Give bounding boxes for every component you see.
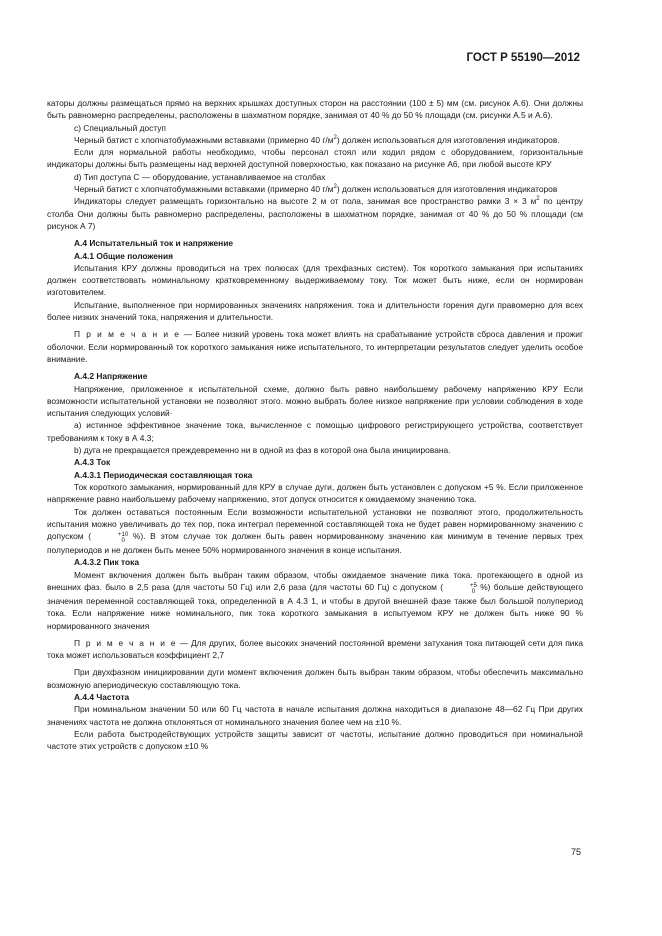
- paragraph: Испытание, выполненное при нормированных значениях напряжения. тока и длительности горения дуги правомерно для всех более низких значений тока, напряжения и длительности.: [47, 299, 583, 323]
- paragraph: Ток короткого замыкания, нормированный для КРУ в случае дуги, должен быть установлен с допуском +5 %. Если приложенное напряжение равно наибольшему рабочему напряжению, этот допуск относится к ожидаемому значению тока.: [47, 481, 583, 505]
- list-item-a: а) истинное эффективное значение тока, вычисленное с помощью цифрового регистрирующего устройства, соответствует требованиям к току в А 4.3;: [47, 420, 583, 443]
- note: П р и м е ч а н и е — Более низкий уровень тока может влиять на срабатывание устройств сброса давления и прожиг оболочки. Если нормированный ток короткого замыкания ниже испытательного, то интерпретации результатов следует уделить особое внимание.: [47, 329, 583, 364]
- note: П р и м е ч а н и е — Для других, более высоких значений постоянной времени затухания тока питающей сети для пика тока может использоваться коэффициент 2,7: [47, 637, 583, 661]
- paragraph: Испытания КРУ должны проводиться на трех полюсах (для трехфазных систем). Ток короткого замыкания при испытаниях должен соответствовать номинальному кратковременному выдерживаемому току. Ток может быть ниже, если он нормирован изготовителем.: [47, 262, 583, 298]
- list-item-b: b) дуга не прекращается преждевременно ни в одной из фаз в которой она была инициирована.: [74, 445, 451, 456]
- document-header: ГОСТ Р 55190—2012: [466, 52, 580, 64]
- paragraph: Момент включения должен быть выбран таким образом, чтобы ожидаемое значение пика тока. протекающего в одной из внешних фаз. было в 2,5 раза (для частоты 50 Гц) или 2,6 раза (для частоты 60 Гц) с допуском ( +5 0 %) больше действующего значения переменной составляющей тока, определенной в А 4.3 1, и чтобы в другой внешней фазе также был большой полупериод тока. Если напряжение ниже номинального, пик тока короткого замыкания в испытуемом КРУ не должен быть ниже 90 % нормированного значения: [47, 569, 584, 631]
- paragraph: каторы должны размещаться прямо на верхних крышках доступных сторон на расстоянии (100 ± 5) мм (см. рисунок А.6). Они должны быть равномерно распределены, расположены в шахматном порядке, занимая от 40 % до 50 % площади (см. рисунки А.5 и А.6).: [47, 98, 583, 121]
- section-heading-a4: А.4 Испытательный ток и напряжение: [74, 238, 234, 249]
- paragraph: Ток должен оставаться постоянным Если возможности испытательной установки не позволяют этого, продолжительность испытания можно увеличивать до тех пор, пока интеграл переменной составляющей тока не будет равен нормированному значению с допуском ( +10 0 %). В этом случае ток должен быть равен нормированному значению как минимум в течение первых трех полупериодов и не должен быть менее 50% нормированного значения в конце испытания.: [47, 506, 583, 556]
- paragraph: Напряжение, приложенное к испытательной схеме, должно быть равно наибольшему рабочему напряжению КРУ Если возможности испытательной установки не позволяют этого. можно выбрать более низкое напряжение при условии соблюдения в ходе испытания следующих условий·: [47, 383, 583, 419]
- tolerance: +10 0: [118, 532, 129, 545]
- page-number: 75: [570, 847, 581, 857]
- tolerance: +5 0: [470, 582, 477, 595]
- section-heading-a43: А.4.3 Ток: [74, 457, 111, 468]
- paragraph: Индикаторы следует размещать горизонтально на высоте 2 м от пола, занимая все пространство рамки 3 × 3 $м^2$ по центру столба Они должны быть равномерно распределены, расположены в шахматном порядке, занимая от 40 % до 50 % площади (см рисунок А 7): [47, 196, 583, 231]
- section-heading-a41: А.4.1 Общие положения: [74, 250, 173, 261]
- paragraph: Если для нормальной работы необходимо, чтобы персонал стоял или ходил рядом с оборудованием, горизонтальные индикаторы должны быть размещены над верхней доступной поверхностью, как показано на рисунке А6, при любой высоте КРУ: [47, 147, 583, 170]
- list-item-c: c) Специальный доступ: [74, 122, 166, 133]
- list-item-d: d) Тип доступа С — оборудование, устанавливаемое на столбах: [74, 171, 326, 182]
- paragraph: Черный батист с хлопчатобумажными вставками (примерно 40 $г/м^2$) должен использоваться для изготовления индикаторов: [74, 184, 558, 195]
- document-body: [47, 97, 583, 753]
- paragraph: Черный батист с хлопчатобумажными вставками (примерно 40 $г/м^2$) должен использоваться для изготовления индикаторов.: [74, 134, 560, 145]
- section-heading-a432: А.4.3.2 Пик тока: [74, 557, 139, 568]
- paragraph: При номинальном значении 50 или 60 Гц частота в начале испытания должна находиться в диапазоне 48—62 Гц При других значениях частота не должна отклоняться от номинального значения более чем на ±10 %.: [47, 704, 583, 727]
- section-heading-a431: А.4.3.1 Периодическая составляющая тока: [74, 469, 253, 480]
- paragraph: При двухфазном инициировании дуги момент включения должен быть выбран таким образом, чтобы обеспечить максимально возможную апериодическую составляющую тока.: [47, 667, 583, 690]
- section-heading-a42: А.4.2 Напряжение: [74, 371, 148, 382]
- paragraph: Если работа быстродействующих устройств защиты зависит от частоты, испытание должно проводиться при номинальной частоте этих устройств с допуском ±10 %: [47, 728, 583, 752]
- section-heading-a44: А.4.4 Частота: [74, 692, 130, 703]
